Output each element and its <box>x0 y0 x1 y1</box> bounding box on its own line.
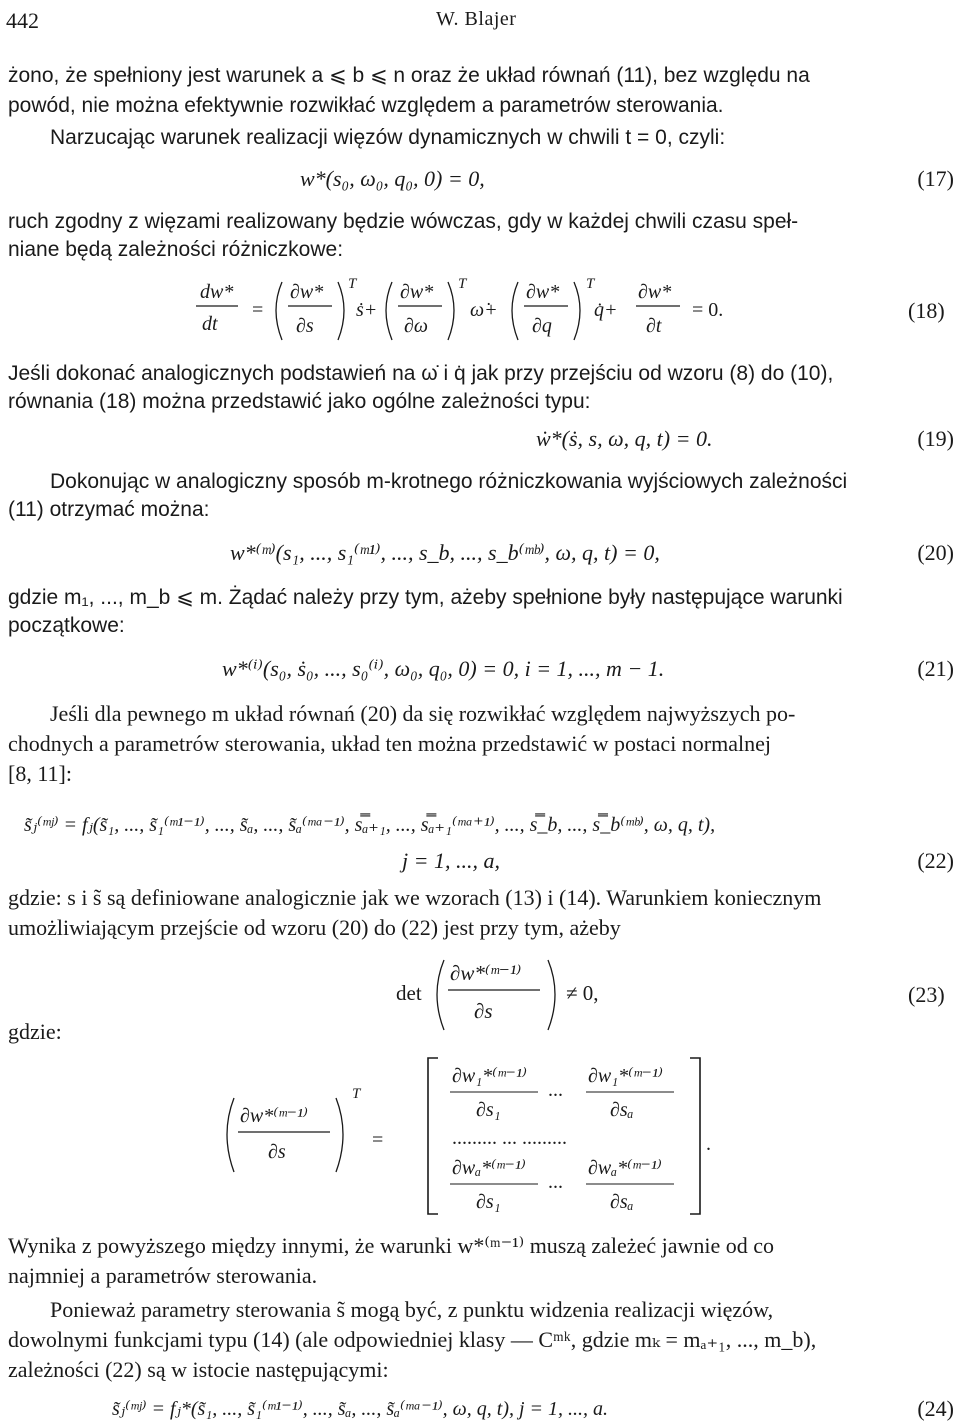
eq23-numerator: ∂w*⁽ᵐ⁻¹⁾ <box>450 961 522 985</box>
running-head-author: W. Blajer <box>436 8 517 30</box>
matrix-lhs-denominator: ∂s <box>268 1141 286 1163</box>
matrix-entry-22-num: ∂wₐ*⁽ᵐ⁻¹⁾ <box>588 1157 662 1179</box>
equation-22-number: (22) <box>917 848 954 873</box>
eq18-tail: = 0. <box>692 299 724 321</box>
equation-17-number: (17) <box>917 166 954 191</box>
eq18-sup-T-1: T <box>348 276 357 292</box>
equation-19 <box>0 426 960 466</box>
eq18-partial-w-1: ∂w* <box>290 281 324 303</box>
matrix-middle-row: ......... ... ......... <box>452 1127 567 1149</box>
equation-18 <box>0 276 960 352</box>
matrix-entry-22-den: ∂sₐ <box>610 1191 634 1213</box>
equation-17 <box>0 166 960 206</box>
paragraph-line: powód, nie można efektywnie rozwikłać względem a parametrów sterowania. <box>8 94 724 117</box>
equation-20 <box>0 540 960 580</box>
equation-19-number: (19) <box>917 426 954 451</box>
eq23-denominator: ∂s <box>474 999 493 1023</box>
eq18-sup-T-2: T <box>458 276 467 292</box>
eq18-partial-w-4: ∂w* <box>638 281 672 303</box>
eq18-sup-T-3: T <box>586 276 595 292</box>
svg-text:q̇+: q̇+ <box>594 299 618 321</box>
svg-text:=: = <box>252 299 264 321</box>
paragraph-line: najmniej a parametrów sterowania. <box>8 1263 318 1288</box>
eq18-lhs-denominator: dt <box>202 313 218 335</box>
paragraph-line: [8, 11]: <box>8 761 72 786</box>
equation-20-body: w*⁽ᵐ⁾(s₁, ..., s₁⁽ᵐ¹⁾, ..., s_b, ..., s_b⁽ᵐᵇ⁾, ω, q, t) = 0, <box>230 540 660 565</box>
equation-24 <box>0 1396 960 1426</box>
eq18-partial-w-2: ∂w* <box>400 281 434 303</box>
eq23-rhs: ≠ 0, <box>566 981 599 1005</box>
paragraph-line: Jeśli dokonać analogicznych podstawień na ω̇ i q̇ jak przy przejściu od wzoru (8) do (10), <box>8 362 834 385</box>
paragraph-line: zależności (22) są w istocie następującymi: <box>8 1357 389 1382</box>
equation-21-body: w*⁽ⁱ⁾(s₀, ṡ₀, ..., s₀⁽ⁱ⁾, ω₀, q₀, 0) = 0, i = 1, ..., m − 1. <box>222 656 665 681</box>
equation-17-body: w*(s₀, ω₀, q₀, 0) = 0, <box>300 166 485 191</box>
matrix-entry-21-den: ∂s₁ <box>476 1191 501 1213</box>
equation-23-number: (23) <box>908 982 945 1007</box>
paragraph-line: początkowe: <box>8 614 125 637</box>
matrix-hdots-2: ... <box>548 1171 563 1193</box>
matrix-entry-12-den: ∂sₐ <box>610 1099 634 1121</box>
eq18-partial-q: ∂q <box>532 315 552 337</box>
paragraph-line: Jeśli dla pewnego m układ równań (20) da się rozwikłać względem najwyższych po- <box>50 701 796 726</box>
paragraph-line: Ponieważ parametry sterowania s̃ mogą być, z punktu widzenia realizacji więzów, <box>50 1297 774 1322</box>
jacobian-matrix-equation <box>0 1050 960 1222</box>
paragraph-line: równania (18) można przedstawić jako ogólne zależności typu: <box>8 390 591 413</box>
paragraph-line: niane będą zależności różniczkowe: <box>8 238 344 261</box>
paragraph-line: gdzie: <box>8 1019 62 1044</box>
svg-text:ω̇+: ω̇+ <box>470 299 498 321</box>
paragraph-line: umożliwiającym przejście od wzoru (20) do (22) jest przy tym, ażeby <box>8 915 621 940</box>
equation-20-number: (20) <box>917 540 954 565</box>
paragraph-line: ruch zgodny z więzami realizowany będzie wówczas, gdy w każdej chwili czasu speł- <box>8 210 799 233</box>
matrix-sup-T: T <box>352 1086 361 1102</box>
matrix-hdots-1: ... <box>548 1079 563 1101</box>
paragraph-line: żono, że spełniony jest warunek a ⩽ b ⩽ n oraz że układ równań (11), bez względu na <box>8 64 810 87</box>
paragraph-line: Narzucając warunek realizacji więzów dynamicznych w chwili t = 0, czyli: <box>50 126 726 149</box>
eq18-partial-s: ∂s <box>296 315 314 337</box>
eq18-partial-w-3: ∂w* <box>526 281 560 303</box>
matrix-entry-11-den: ∂s₁ <box>476 1099 501 1121</box>
svg-text:ṡ+: ṡ+ <box>356 299 378 321</box>
equation-22-index: j = 1, ..., a, <box>402 848 500 873</box>
page-number: 442 <box>6 8 39 33</box>
equation-22-body: s̃ⱼ⁽ᵐʲ⁾ = fⱼ(s̃₁, ..., s̃₁⁽ᵐ¹⁻¹⁾, ..., s̃ₐ, ..., s̃ₐ⁽ᵐᵃ⁻¹⁾, s̿ₐ₊₁, ..., s̿ₐ₊₁⁽ᵐᵃ⁺¹⁾, ..., s̿_b, ..., s̿_b⁽ᵐᵇ⁾, ω, q, t), <box>24 814 716 836</box>
equation-21-number: (21) <box>917 656 954 681</box>
matrix-equals: = <box>372 1129 384 1151</box>
eq18-partial-t: ∂t <box>646 315 662 337</box>
paragraph-line: Wynika z powyższego między innymi, że warunki w*⁽ᵐ⁻¹⁾ muszą zależeć jawnie od co <box>8 1233 775 1258</box>
matrix-entry-12-num: ∂w₁*⁽ᵐ⁻¹⁾ <box>588 1065 663 1087</box>
equation-18-number: (18) <box>908 298 945 323</box>
eq18-partial-omega: ∂ω <box>404 315 429 337</box>
equation-22-line2 <box>0 848 960 888</box>
matrix-lhs-numerator: ∂w*⁽ᵐ⁻¹⁾ <box>240 1105 308 1127</box>
paragraph-line: (11) otrzymać można: <box>8 498 210 521</box>
paragraph-line: dowolnymi funkcjami typu (14) (ale odpowiedniej klasy — Cᵐᵏ, gdzie mₖ = mₐ₊₁, ..., m_b), <box>8 1327 817 1352</box>
eq18-lhs-numerator: dw* <box>200 281 234 303</box>
equation-24-number: (24) <box>917 1396 954 1421</box>
equation-22-line1 <box>0 812 960 852</box>
page-header <box>6 8 950 36</box>
equation-21 <box>0 656 960 696</box>
paragraph-line: gdzie: s i s̃ są definiowane analogicznie jak we wzorach (13) i (14). Warunkiem koniecznym <box>8 885 822 910</box>
paragraph-line: chodnych a parametrów sterowania, układ ten można przedstawić w postaci normalnej <box>8 731 771 756</box>
matrix-entry-11-num: ∂w₁*⁽ᵐ⁻¹⁾ <box>452 1065 527 1087</box>
equation-24-body: s̃ⱼ⁽ᵐʲ⁾ = fⱼ*(s̃₁, ..., s̃₁⁽ᵐ¹⁻¹⁾, ..., s̃ₐ, ..., s̃ₐ⁽ᵐᵃ⁻¹⁾, ω, q, t), j = 1, ..., a. <box>112 1398 609 1420</box>
matrix-end-period: . <box>706 1133 711 1155</box>
paragraph-line: Dokonując w analogiczny sposób m-krotnego różniczkowania wyjściowych zależności <box>50 470 848 493</box>
eq23-det: det <box>396 981 422 1005</box>
matrix-entry-21-num: ∂wₐ*⁽ᵐ⁻¹⁾ <box>452 1157 526 1179</box>
paragraph-line: gdzie m₁, ..., m_b ⩽ m. Żądać należy przy tym, ażeby spełnione były następujące warunki <box>8 586 843 609</box>
equation-19-body: ẇ*(ṡ, s, ω, q, t) = 0. <box>536 426 713 451</box>
